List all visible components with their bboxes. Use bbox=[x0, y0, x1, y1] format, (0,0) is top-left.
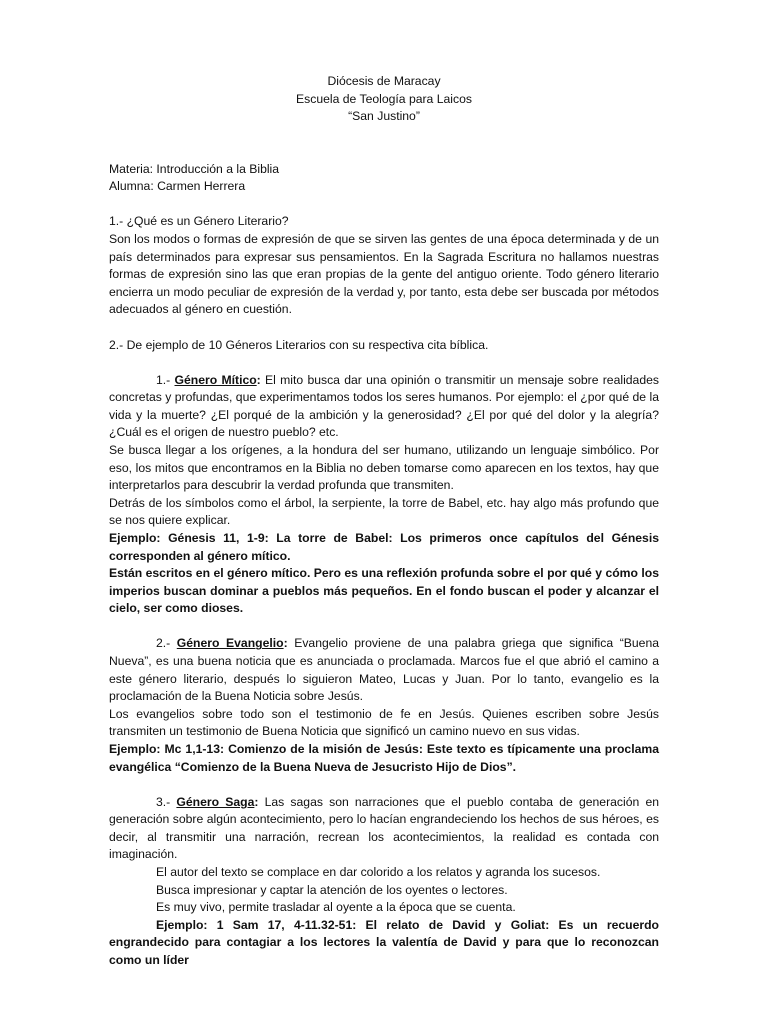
genre-saga-example: Ejemplo: 1 Sam 17, 4-11.32-51: El relato de David y Goliat: Es un recuerdo engrandecido para contagiar a los lectores la valentía de David y para que lo reconozcan como un líder bbox=[109, 917, 659, 968]
genre-gospel-number: 2.- bbox=[156, 636, 177, 651]
genre-mythic-paragraph-3: Detrás de los símbolos como el árbol, la serpiente, la torre de Babel, etc. hay algo más profundo que se nos quiere explicar. bbox=[109, 495, 659, 528]
genre-gospel-example: Ejemplo: Mc 1,1-13: Comienzo de la misión de Jesús: Este texto es típicamente una proclama evangélica “Comienzo de la Buena Nueva de Jesucristo Hijo de Dios”. bbox=[109, 742, 659, 774]
genre-mythic-intro bbox=[109, 372, 659, 442]
document-meta bbox=[109, 161, 659, 196]
genre-saga-title: Género Saga bbox=[176, 794, 255, 809]
genre-gospel bbox=[109, 635, 659, 776]
genre-saga bbox=[109, 794, 659, 970]
genre-mythic-paragraph-2: Se busca llegar a los orígenes, a la hondura del ser humano, utilizando un lenguaje simbólico. Por eso, los mitos que encontramos en la Biblia no deben tomarse como aparecen en los textos, hay que interpretarlos para descubrir la verdad profunda que transmiten. bbox=[109, 443, 659, 493]
document-header bbox=[109, 73, 659, 126]
genre-saga-line-1: El autor del texto se complace en dar colorido a los relatos y agranda los sucesos. bbox=[156, 865, 601, 880]
genre-saga-colon: : bbox=[254, 794, 259, 809]
genre-saga-intro-text: Las sagas son narraciones que el pueblo contaba de generación en generación sobre algún acontecimiento, pero lo hacían engrandeciendo los hechos de sus héroes, es decir, al transmitir una narración, recrean los acontecimientos, la realidad es contada con imaginación. bbox=[109, 794, 660, 862]
genre-mythic-intro-text: El mito busca dar una opinión o transmitir un mensaje sobre realidades concretas y profundas, que experimentamos todos los seres humanos. Por ejemplo: el ¿por qué de la vida y la muerte? ¿El porqué de la ambición y la generosidad? ¿El por qué del dolor y la alegría? ¿Cuál es el origen de nuestro pueblo? etc. bbox=[109, 372, 659, 440]
genre-saga-number: 3.- bbox=[156, 794, 177, 809]
header-saint: “San Justino” bbox=[348, 109, 420, 124]
genre-saga-intro bbox=[109, 794, 659, 864]
question-1-title: 1.- ¿Qué es un Género Literario? bbox=[109, 214, 289, 229]
genre-mythic-example-note: Están escritos en el género mítico. Pero es una reflexión profunda sobre el por qué y cómo los imperios buscan dominar a pueblos más pequeños. En el fondo buscan el poder y alcanzar el cielo, ser como dioses. bbox=[109, 566, 659, 616]
document-body bbox=[109, 73, 659, 970]
genre-gospel-paragraph-2: Los evangelios sobre todo son el testimonio de fe en Jesús. Quienes escriben sobre Jesús transmiten un testimonio de Buena Noticia que significó un camino nuevo en sus vidas. bbox=[109, 706, 659, 739]
genre-mythic bbox=[109, 372, 659, 618]
genre-mythic-colon: : bbox=[256, 372, 261, 387]
question-2 bbox=[109, 337, 659, 355]
genre-mythic-number: 1.- bbox=[156, 372, 175, 387]
question-2-title: 2.- De ejemplo de 10 Géneros Literarios con su respectiva cita bíblica. bbox=[109, 337, 489, 352]
header-diocese: Diócesis de Maracay bbox=[327, 74, 441, 88]
genre-gospel-title: Género Evangelio bbox=[176, 636, 284, 651]
genre-gospel-intro-text: Evangelio proviene de una palabra griega que significa “Buena Nueva”, es una buena noticia que es anunciada o proclamada. Marcos fue el que abrió el camino a este género literario, después lo siguieron Mateo, Lucas y Juan. Por lo tanto, evangelio es la proclamación de la Buena Noticia sobre Jesús. bbox=[109, 636, 659, 704]
meta-student: Alumna: Carmen Herrera bbox=[109, 179, 246, 194]
meta-subject: Materia: Introducción a la Biblia bbox=[109, 161, 280, 176]
genre-gospel-intro bbox=[109, 635, 659, 705]
question-1-answer: Son los modos o formas de expresión de que se sirven las gentes de una época determinada y de un país determinados para expresar sus pensamientos. En la Sagrada Escritura no hallamos nuestras formas de expresión sino las que eran propias de la gente del antiguo oriente. Todo género literario encierra un modo peculiar de expresión de la verdad y, por tanto, esta debe ser buscada por métodos adecuados al género en cuestión. bbox=[109, 232, 659, 317]
genre-gospel-colon: : bbox=[283, 636, 288, 651]
genre-mythic-example: Ejemplo: Génesis 11, 1-9: La torre de Babel: Los primeros once capítulos del Génesis corresponden al género mítico. bbox=[109, 530, 659, 563]
genre-saga-line-3: Es muy vivo, permite trasladar al oyente a la época que se cuenta. bbox=[156, 900, 516, 915]
header-school: Escuela de Teología para Laicos bbox=[296, 91, 472, 106]
genre-saga-line-2: Busca impresionar y captar la atención de los oyentes o lectores. bbox=[156, 882, 508, 897]
genre-mythic-title: Género Mítico bbox=[174, 372, 257, 387]
question-1 bbox=[109, 213, 659, 319]
